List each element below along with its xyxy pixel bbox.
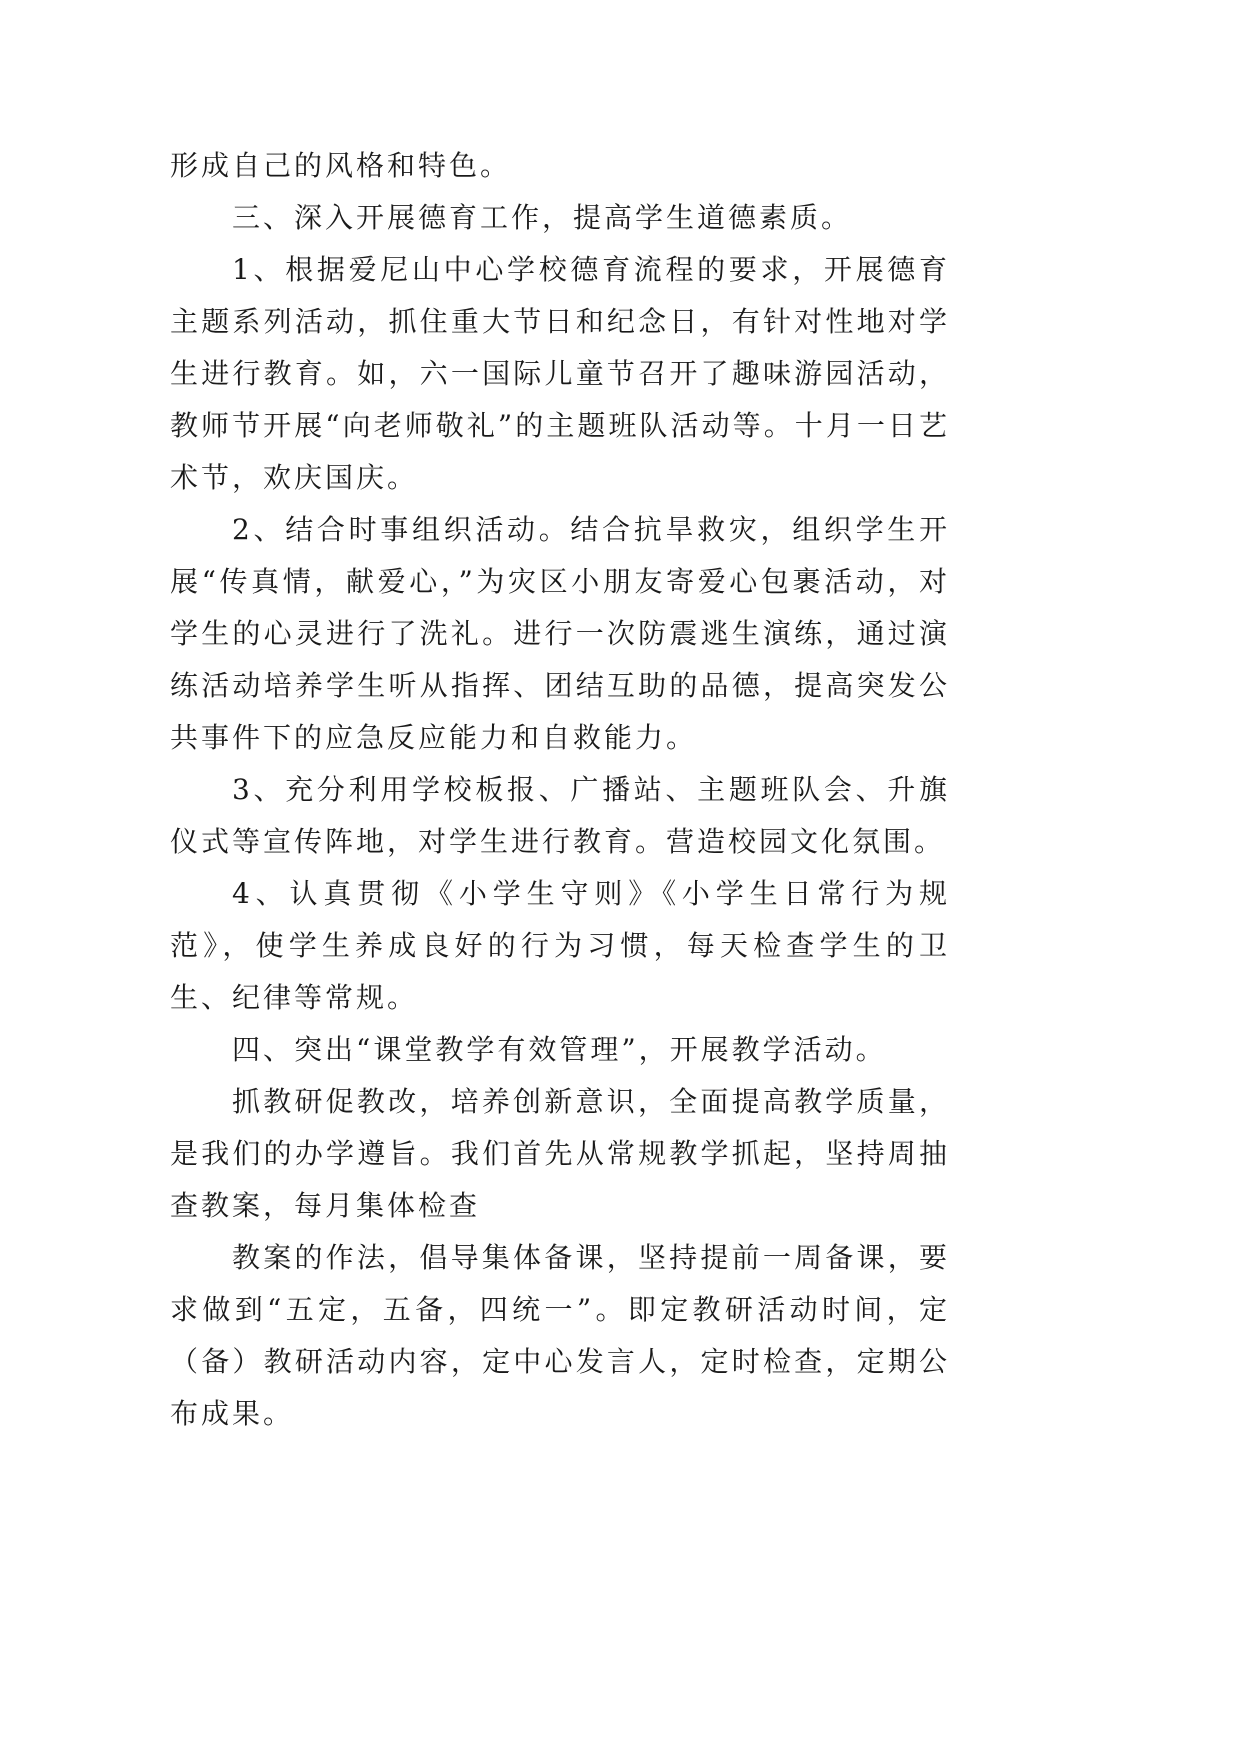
document-body <box>170 140 950 1440</box>
paragraph-lesson-plans: 教案的作法，倡导集体备课，坚持提前一周备课，要求做到“五定，五备，四统一”。即定教研活动时间，定（备）教研活动内容，定中心发言人，定时检查，定期公布成果。 <box>170 1241 950 1430</box>
paragraph-item-4: 4、认真贯彻《小学生守则》《小学生日常行为规范》，使学生养成良好的行为习惯，每天检查学生的卫生、纪律等常规。 <box>170 877 950 1014</box>
paragraph-item-3: 3、充分利用学校板报、广播站、主题班队会、升旗仪式等宣传阵地，对学生进行教育。营造校园文化氛围。 <box>170 773 950 858</box>
paragraph-item-2: 2、结合时事组织活动。结合抗旱救灾，组织学生开展“传真情，献爱心，”为灾区小朋友寄爱心包裹活动，对学生的心灵进行了洗礼。进行一次防震逃生演练，通过演练活动培养学生听从指挥、团结互助的品德，提高突发公共事件下的应急反应能力和自救能力。 <box>170 513 950 754</box>
paragraph-item-1: 1、根据爱尼山中心学校德育流程的要求，开展德育主题系列活动，抓住重大节日和纪念日，有针对性地对学生进行教育。如，六一国际儿童节召开了趣味游园活动，教师节开展“向老师敬礼”的主题班队活动等。十月一日艺术节，欢庆国庆。 <box>170 253 950 494</box>
paragraph-continuation: 形成自己的风格和特色。 <box>170 149 512 182</box>
section-heading-teaching: 四、突出“课堂教学有效管理”，开展教学活动。 <box>232 1033 887 1066</box>
paragraph-teaching-research: 抓教研促教改，培养创新意识，全面提高教学质量，是我们的办学遵旨。我们首先从常规教学抓起，坚持周抽查教案，每月集体检查 <box>170 1085 950 1222</box>
section-heading-moral-education: 三、深入开展德育工作，提高学生道德素质。 <box>232 201 853 234</box>
